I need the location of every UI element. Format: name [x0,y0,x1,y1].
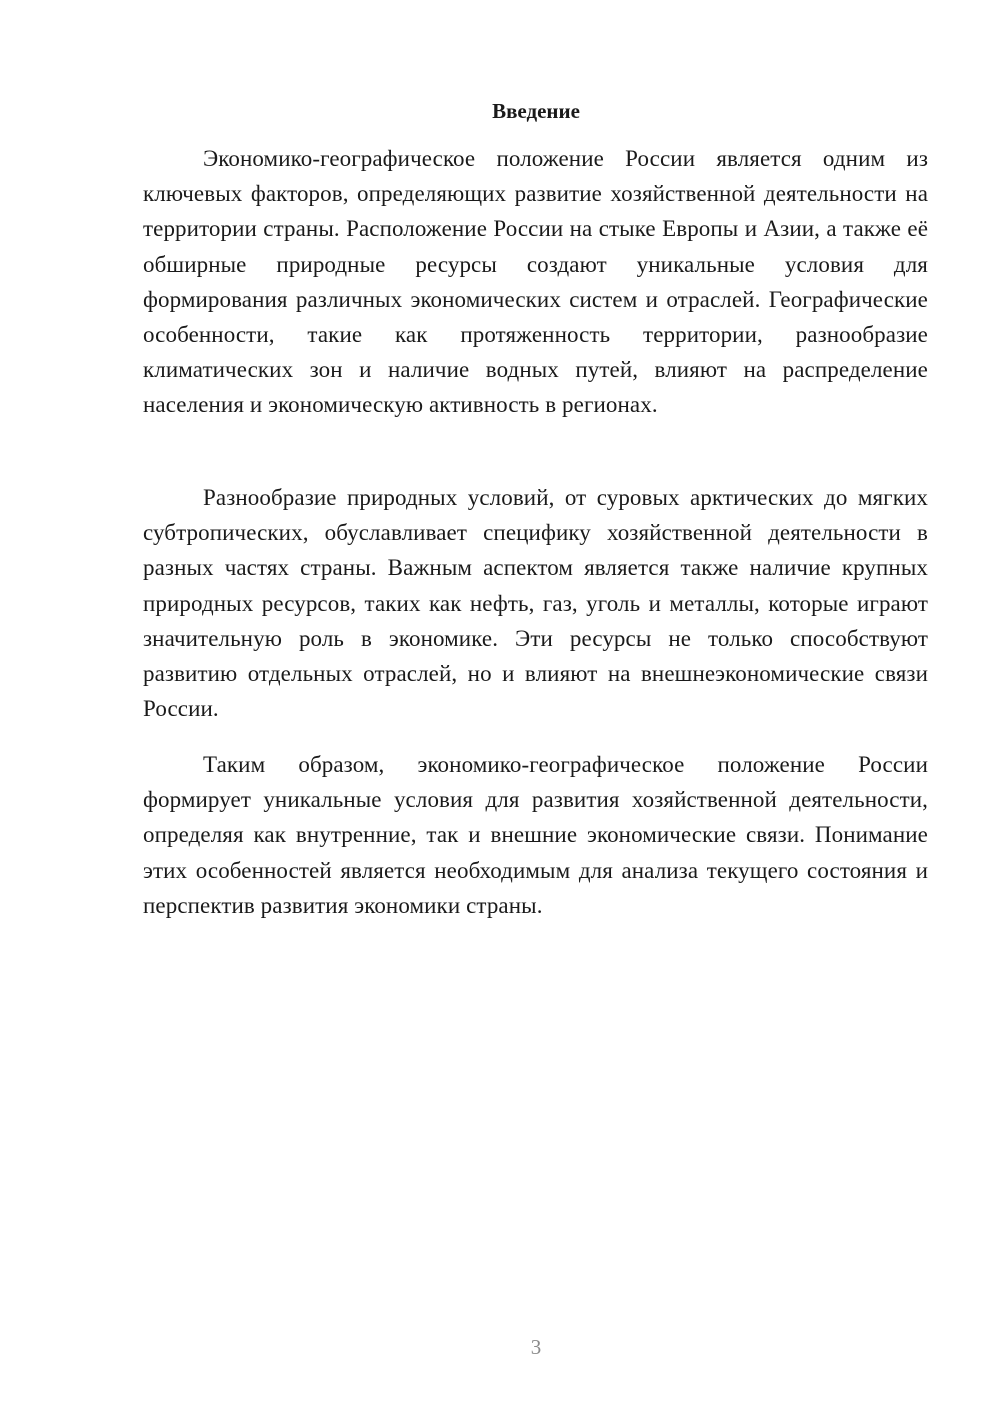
page-number: 3 [530,1335,542,1359]
paragraph-1: Экономико-географическое положение России является одним из ключевых факторов, определяющих развитие хозяйственной деятельности на территории страны. Расположение России на стыке Европы и Азии, а также её обширные природные ресурсы создают уникальные условия для формирования различных экономических систем и отраслей. Географические особенности, такие как протяженность территории, разнообразие климатических зон и наличие водных путей, влияют на распределение населения и экономическую активность в регионах. [143,146,928,418]
page-title: Введение [492,99,580,123]
paragraph-2: Разнообразие природных условий, от суровых арктических до мягких субтропических, обуславливает специфику хозяйственной деятельности в разных частях страны. Важным аспектом является также наличие крупных природных ресурсов, таких как нефть, газ, уголь и металлы, которые играют значительную роль в экономике. Эти ресурсы не только способствуют развитию отдельных отраслей, но и влияют на внешнеэкономические связи России. [143,485,928,722]
paragraph-3: Таким образом, экономико-географическое положение России формирует уникальные условия для развития хозяйственной деятельности, определяя как внутренние, так и внешние экономические связи. Понимание этих особенностей является необходимым для анализа текущего состояния и перспектив развития экономики страны. [143,752,928,918]
